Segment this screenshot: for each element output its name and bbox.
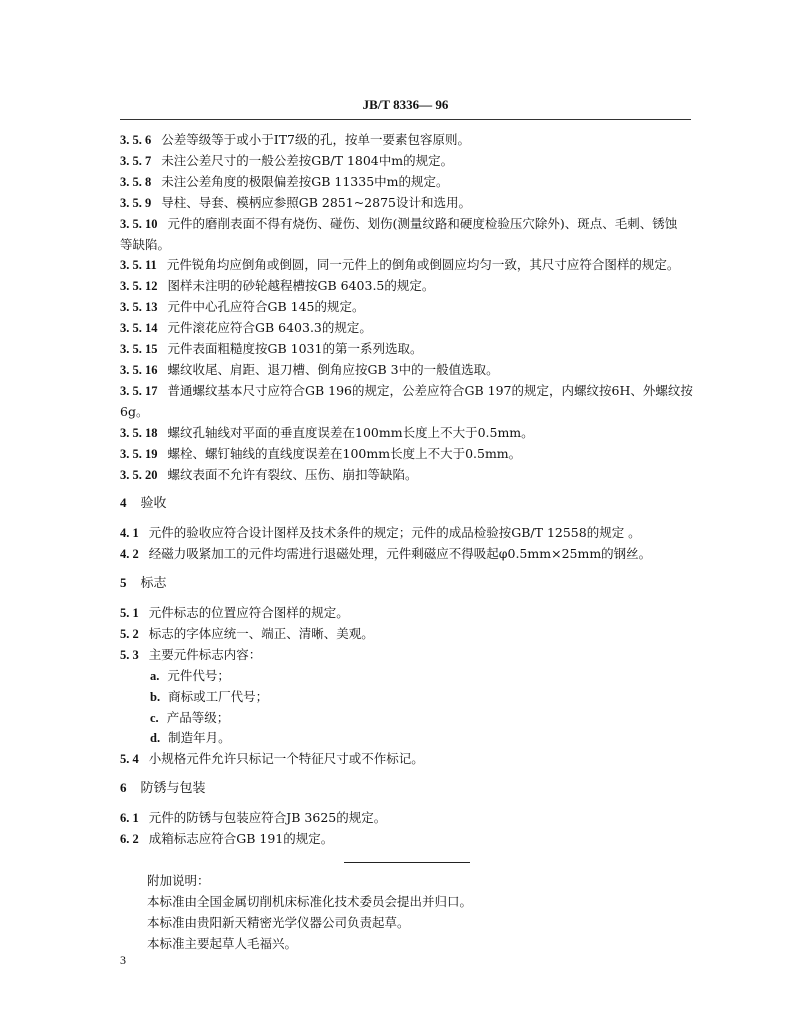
clause-text: 经磁力吸紧加工的元件均需进行退磁处理，元件剩磁应不得吸起φ0.5mm×25mm的钢丝。 bbox=[148, 546, 652, 562]
list-item-d bbox=[120, 728, 695, 749]
clause-number: 3. 5. 6 bbox=[120, 133, 152, 147]
clause-text: 公差等级等于或小于IT7级的孔，按单一要素包容原则。 bbox=[161, 132, 470, 147]
notes-line: 本标准主要起草人毛福兴。 bbox=[147, 935, 298, 951]
clause-text: 成箱标志应符合GB 191的规定。 bbox=[148, 831, 334, 847]
clause-text: 螺纹收尾、肩距、退刀槽、倒角应按GB 3中的一般值选取。 bbox=[167, 361, 499, 377]
clause-text: 小规格元件允许只标记一个特征尺寸或不作标记。 bbox=[148, 751, 424, 767]
section-heading-6 bbox=[120, 778, 695, 800]
list-item-a bbox=[120, 666, 695, 687]
clause-text: 元件滚花应符合GB 6403.3的规定。 bbox=[167, 320, 372, 336]
clause-number: 3. 5. 18 bbox=[120, 425, 158, 440]
list-label: a. bbox=[150, 668, 160, 683]
clause-5-2 bbox=[120, 624, 695, 645]
clause-text: 元件的防锈与包装应符合JB 3625的规定。 bbox=[148, 810, 387, 826]
clause-text: 未注公差尺寸的一般公差按GB/T 1804中m的规定。 bbox=[161, 152, 454, 168]
clause-text: 元件表面粗糙度按GB 1031的第一系列选取。 bbox=[167, 341, 423, 357]
clause-3-5-14 bbox=[120, 318, 695, 339]
clause-3-5-9 bbox=[120, 193, 695, 214]
clause-number: 3. 5. 19 bbox=[120, 446, 158, 461]
section-title: 防锈与包装 bbox=[140, 781, 206, 797]
clause-number: 5. 2 bbox=[120, 626, 139, 641]
clause-number: 3. 5. 9 bbox=[120, 195, 152, 210]
notes-heading: 附加说明： bbox=[147, 873, 210, 888]
clause-number: 5. 1 bbox=[120, 606, 139, 621]
clause-5-4 bbox=[120, 749, 695, 770]
clause-3-5-12 bbox=[120, 276, 695, 297]
clause-number: 6. 1 bbox=[120, 811, 139, 826]
clause-number: 5. 4 bbox=[120, 752, 139, 767]
header-rule bbox=[120, 119, 691, 120]
clause-text: 标志的字体应统一、端正、清晰、美观。 bbox=[148, 625, 374, 641]
list-text: 元件代号； bbox=[167, 667, 230, 683]
list-item-b bbox=[120, 687, 695, 708]
clause-6-1 bbox=[120, 808, 695, 829]
clause-text: 导柱、导套、模柄应参照GB 2851~2875设计和选用。 bbox=[161, 194, 471, 210]
clause-3-5-8 bbox=[120, 172, 695, 193]
clause-number: 3. 5. 15 bbox=[120, 342, 158, 357]
clause-text: 未注公差角度的极限偏差按GB 11335中m的规定。 bbox=[161, 173, 449, 189]
clause-3-5-17-continuation: 6g。 bbox=[120, 403, 149, 419]
clause-number: 3. 5. 12 bbox=[120, 279, 158, 294]
clause-6-2 bbox=[120, 829, 695, 850]
clause-number: 6. 2 bbox=[120, 832, 139, 847]
clause-number: 3. 5. 11 bbox=[120, 258, 157, 273]
notes-line: 本标准由贵阳新天精密光学仪器公司负责起草。 bbox=[147, 914, 410, 930]
section-heading-4 bbox=[120, 493, 695, 515]
clause-number: 3. 5. 13 bbox=[120, 300, 158, 315]
clause-3-5-6 bbox=[120, 130, 695, 151]
clause-3-5-17 bbox=[120, 381, 695, 402]
clause-number: 3. 5. 7 bbox=[120, 153, 152, 168]
clause-3-5-11 bbox=[120, 255, 695, 276]
page-number: 3 bbox=[120, 953, 126, 967]
clause-text: 螺纹表面不允许有裂纹、压伤、崩扣等缺陷。 bbox=[167, 466, 418, 482]
clause-4-2 bbox=[120, 544, 695, 565]
list-text: 产品等级； bbox=[166, 709, 230, 725]
section-number: 4 bbox=[120, 495, 127, 511]
clause-text: 元件锐角均应倒角或倒圆，同一元件上的倒角或倒圆应均匀一致，其尺寸应符合图样的规定。 bbox=[166, 257, 680, 273]
section-heading-5 bbox=[120, 573, 695, 595]
clause-number: 3. 5. 10 bbox=[120, 216, 158, 231]
section-number: 6 bbox=[120, 780, 127, 796]
clause-3-5-15 bbox=[120, 339, 695, 360]
clause-3-5-13 bbox=[120, 297, 695, 318]
document-body bbox=[120, 130, 695, 955]
clause-number: 3. 5. 16 bbox=[120, 362, 158, 377]
clause-text: 元件中心孔应符合GB 145的规定。 bbox=[167, 299, 365, 315]
section-number: 5 bbox=[120, 575, 127, 591]
clause-3-5-16 bbox=[120, 360, 695, 381]
clause-5-1 bbox=[120, 603, 695, 624]
list-text: 制造年月。 bbox=[168, 730, 231, 746]
notes-line: 本标准由全国金属切削机床标准化技术委员会提出并归口。 bbox=[147, 893, 473, 909]
list-text: 商标或工厂代号； bbox=[168, 688, 269, 704]
clause-text: 螺栓、螺钉轴线的直线度误差在100mm长度上不大于0.5mm。 bbox=[167, 445, 522, 461]
clause-text: 元件的磨削表面不得有烧伤、碰伤、划伤(测量纹路和硬度检验压穴除外)、斑点、毛刺、锈蚀 bbox=[167, 215, 678, 231]
clause-text: 螺纹孔轴线对平面的垂直度误差在100mm长度上不大于0.5mm。 bbox=[167, 424, 534, 440]
clause-text: 元件标志的位置应符合图样的规定。 bbox=[148, 605, 349, 621]
clause-number: 3. 5. 8 bbox=[120, 174, 152, 189]
clause-5-3 bbox=[120, 645, 695, 666]
list-item-c bbox=[120, 708, 695, 729]
clause-4-1 bbox=[120, 523, 695, 544]
clause-3-5-18 bbox=[120, 423, 695, 444]
section-title: 验收 bbox=[140, 496, 167, 512]
list-label: d. bbox=[150, 731, 161, 746]
clause-3-5-19 bbox=[120, 444, 695, 465]
clause-text: 元件的验收应符合设计图样及技术条件的规定；元件的成品检验按GB/T 12558的规定 。 bbox=[148, 525, 641, 541]
clause-number: 4. 2 bbox=[120, 547, 139, 562]
clause-text: 图样未注明的砂轮越程槽按GB 6403.5的规定。 bbox=[167, 278, 435, 294]
clause-number: 4. 1 bbox=[120, 526, 139, 541]
list-label: b. bbox=[150, 689, 161, 704]
clause-3-5-20 bbox=[120, 465, 695, 486]
clause-text: 普通螺纹基本尺寸应符合GB 196的规定，公差应符合GB 197的规定，内螺纹按6H、外螺纹按 bbox=[167, 382, 693, 398]
clause-3-5-7 bbox=[120, 151, 695, 172]
clause-number: 3. 5. 17 bbox=[120, 383, 158, 398]
clause-number: 5. 3 bbox=[120, 647, 139, 662]
clause-number: 3. 5. 20 bbox=[120, 467, 158, 482]
list-label: c. bbox=[150, 710, 159, 725]
clause-3-5-10-continuation: 等缺陷。 bbox=[120, 236, 171, 252]
clause-number: 3. 5. 14 bbox=[120, 321, 158, 336]
clause-text: 主要元件标志内容： bbox=[148, 646, 262, 662]
clause-3-5-10 bbox=[120, 214, 695, 235]
footer-divider bbox=[344, 862, 470, 863]
page-header: JB/T 8336— 96 bbox=[362, 97, 449, 112]
section-title: 标志 bbox=[140, 576, 167, 592]
